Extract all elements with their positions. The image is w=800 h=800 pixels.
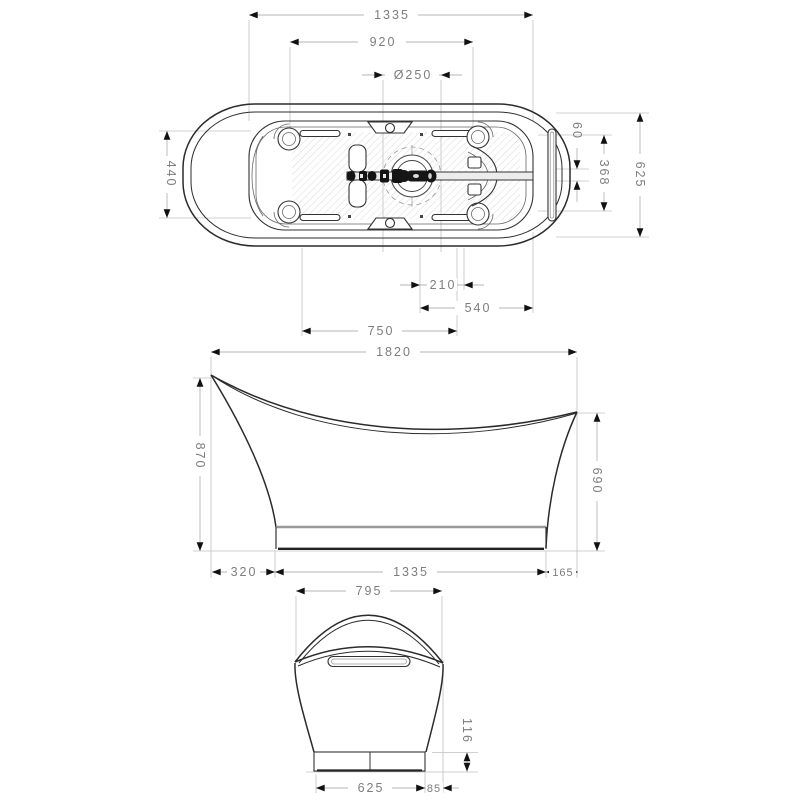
dim-rear-height: 870 xyxy=(193,442,207,470)
dim-front-overhang: 165 xyxy=(552,567,574,579)
plinth xyxy=(314,752,425,771)
tub-profile xyxy=(211,375,577,549)
dim-plinth-height: 116 xyxy=(460,718,474,744)
dim-frame-width: 440 xyxy=(164,160,178,188)
dim-base-length: 1335 xyxy=(393,565,429,579)
dim-front-height: 690 xyxy=(590,467,604,495)
side-view xyxy=(193,345,605,579)
right-wall xyxy=(426,664,443,752)
rear-wall xyxy=(211,375,276,527)
dim-side-overhang: 85 xyxy=(426,783,442,795)
dim-rim-width: 625 xyxy=(633,161,647,189)
dim-install-width: 920 xyxy=(369,35,397,49)
dim-overall-length: 1820 xyxy=(376,345,412,359)
rim-near-edge xyxy=(211,375,577,434)
dim-drain-diameter: Ø250 xyxy=(393,68,433,82)
rim-far-edge xyxy=(211,375,577,429)
tub-end-profile xyxy=(295,615,443,771)
back-rim-outer xyxy=(295,615,443,663)
dim-drain-center-offset: 368 xyxy=(597,159,611,187)
overflow-slot-top-view xyxy=(548,129,556,221)
dim-drain-spacing: 210 xyxy=(429,278,457,292)
side-view-dimensions xyxy=(193,345,604,579)
dim-drain-to-frame-end: 540 xyxy=(464,301,492,315)
dim-rear-overhang: 320 xyxy=(230,565,258,579)
front-wall xyxy=(546,412,577,548)
dim-overflow-pipe: 60 xyxy=(570,122,584,140)
top-view xyxy=(159,8,649,338)
end-view xyxy=(295,584,478,795)
side-view-extension-lines xyxy=(193,357,605,578)
dim-base-width: 625 xyxy=(357,781,385,795)
dim-frame-length: 1335 xyxy=(374,8,410,22)
dim-frame-to-drain: 750 xyxy=(367,324,395,338)
left-wall xyxy=(295,663,314,752)
overflow-slot-end-view xyxy=(328,657,410,667)
dim-overall-width: 795 xyxy=(355,584,383,598)
